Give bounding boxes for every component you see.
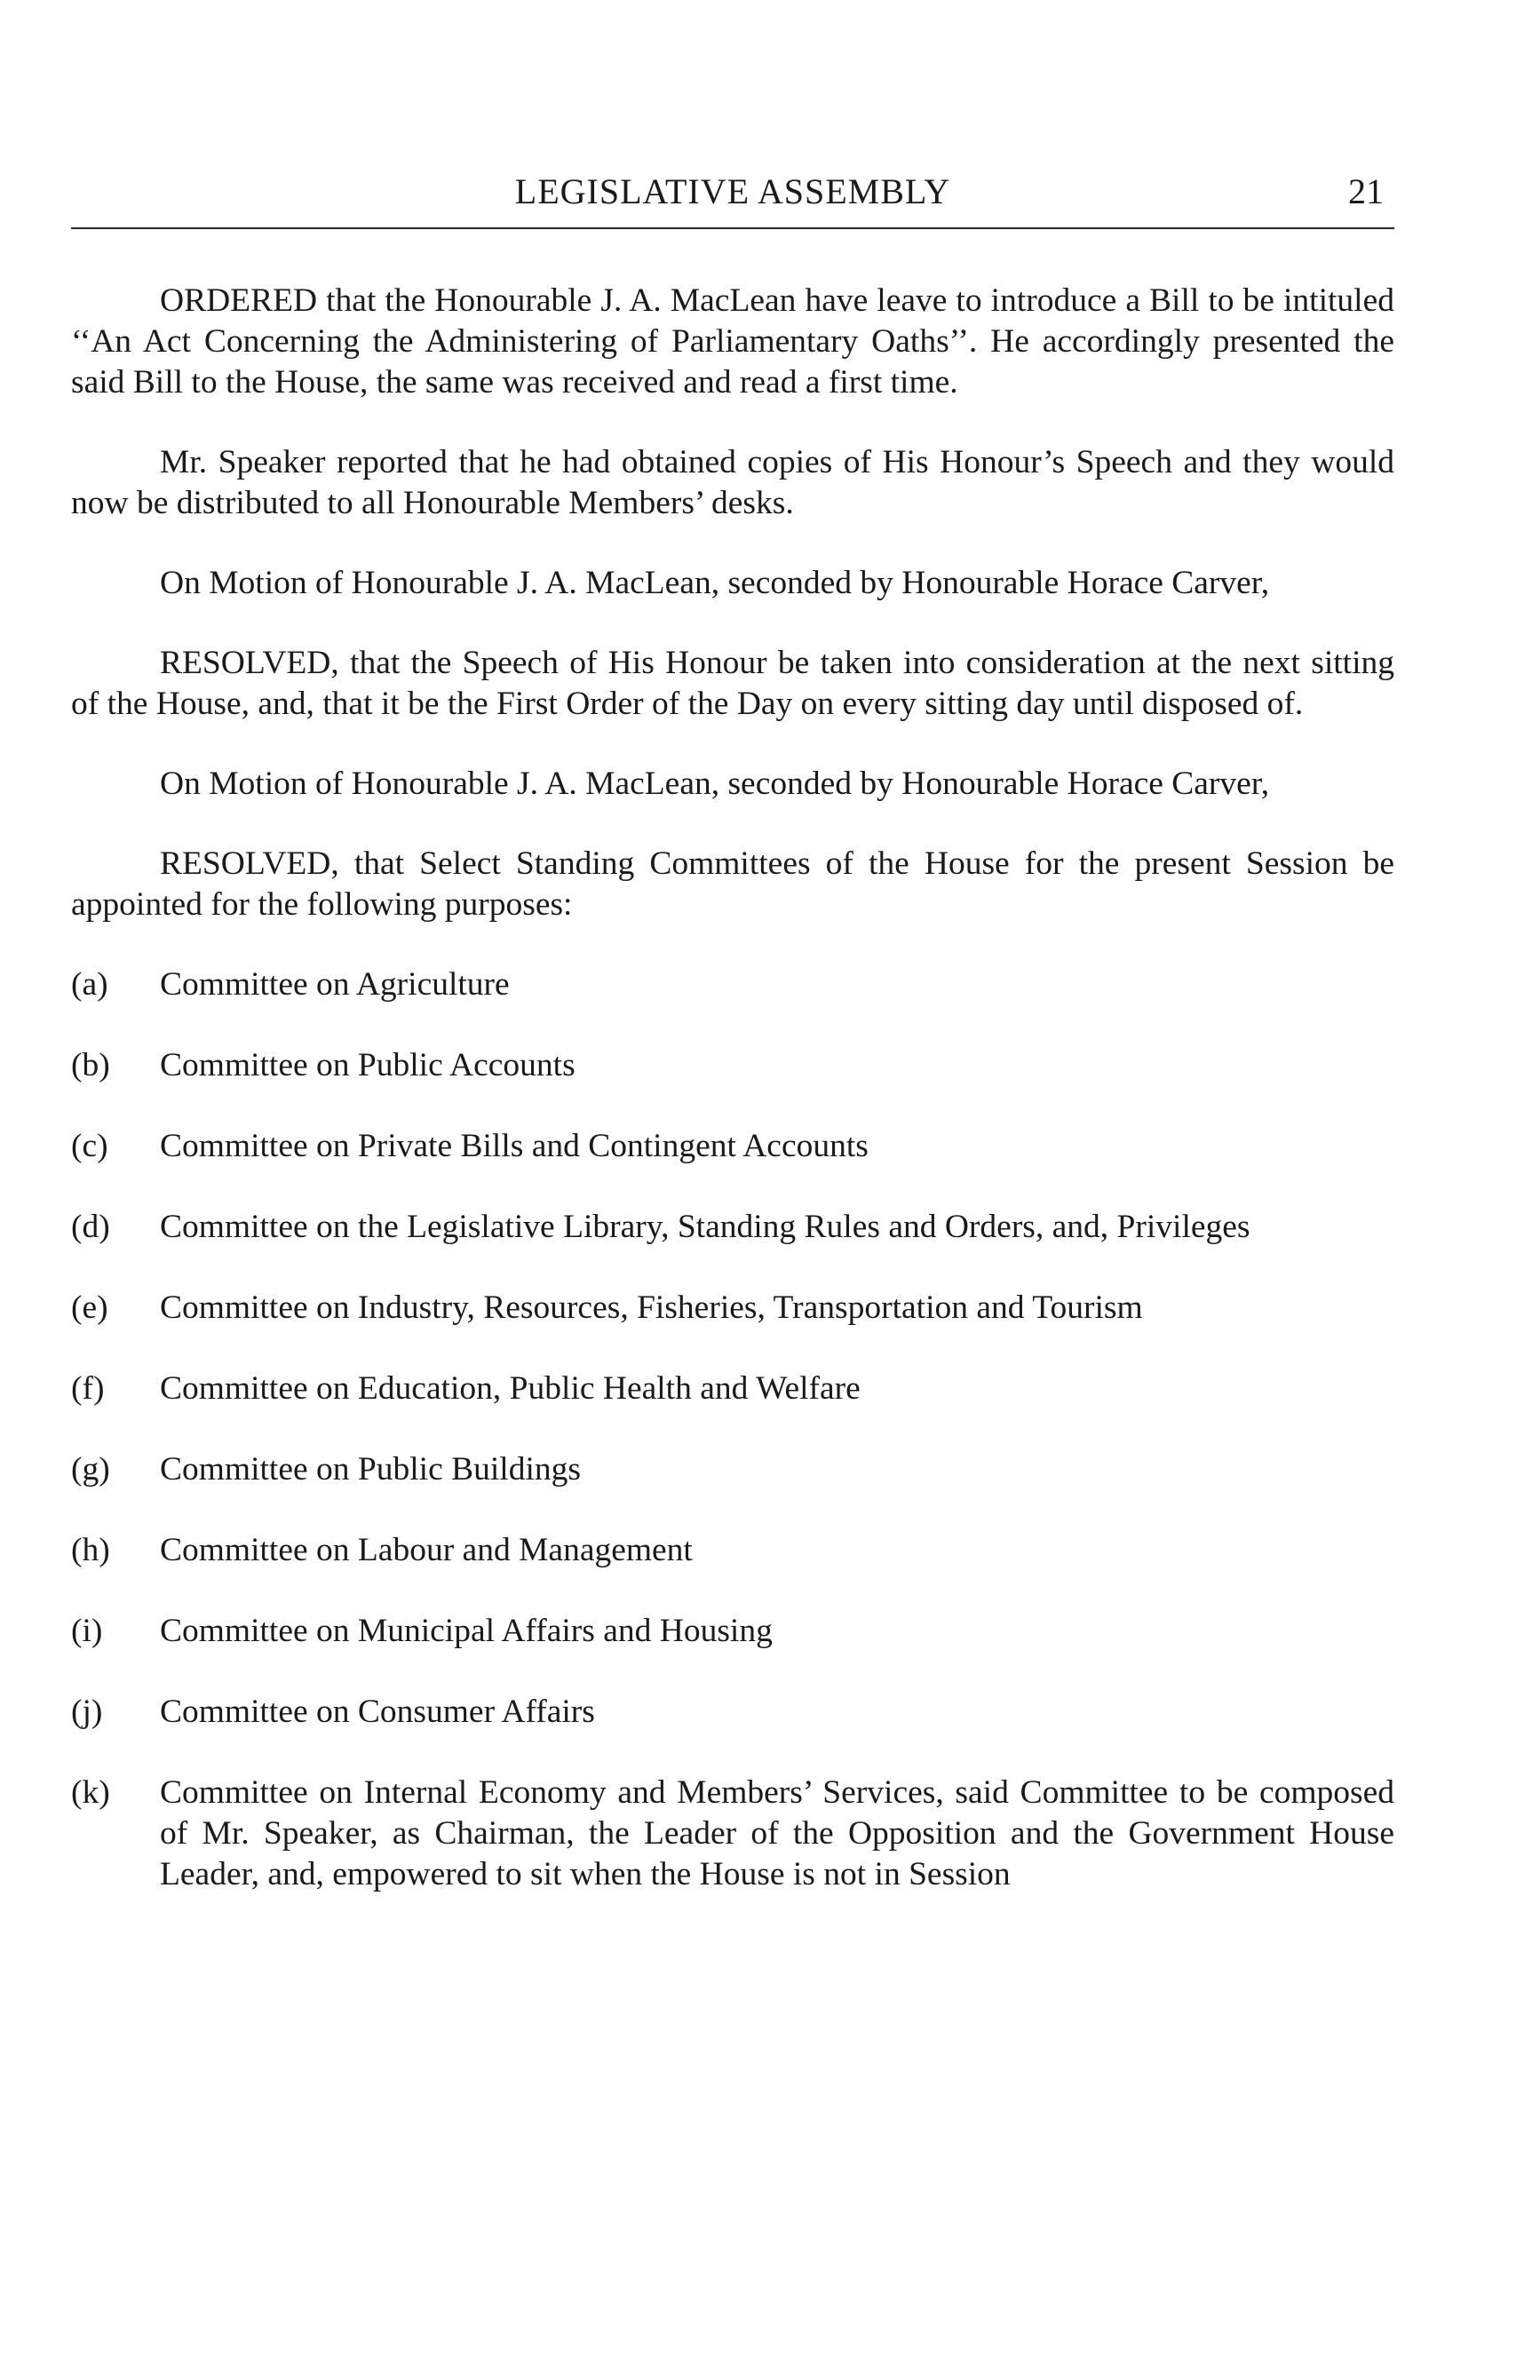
item-marker: (f) <box>71 1370 105 1407</box>
item-text: Committee on Consumer Affairs <box>160 1694 595 1730</box>
item-text: Committee on Internal Economy and Members’ Services, said Committee to be composed of Mr. Speaker, as Chairman, the Leader of the Opposition and the Government House Leader, and, empowered to sit when the House is not in Session <box>160 1774 1394 1892</box>
item-marker: (h) <box>71 1532 110 1568</box>
document-body <box>71 281 1394 1935</box>
committee-item <box>71 1773 1394 1895</box>
committee-item <box>71 1692 1394 1733</box>
committee-item <box>71 1611 1394 1652</box>
item-marker: (d) <box>71 1209 110 1245</box>
paragraph-speaker-report: Mr. Speaker reported that he had obtained copies of His Honour’s Speech and they would now be distributed to all Honourable Members’ desks. <box>71 444 1394 521</box>
running-title: LEGISLATIVE ASSEMBLY <box>514 171 951 211</box>
paragraph-resolved-speech: RESOLVED, that the Speech of His Honour be taken into consideration at the next sitting of the House, and, that it be the First Order of the Day on every sitting day until disposed of. <box>71 645 1394 722</box>
item-text: Committee on Agriculture <box>160 966 510 1003</box>
document-page <box>71 0 1394 2380</box>
item-text: Committee on the Legislative Library, Standing Rules and Orders, and, Privileges <box>160 1209 1250 1245</box>
paragraph-ordered-bill: ORDERED that the Honourable J. A. MacLean have leave to introduce a Bill to be intituled ‘‘An Act Concerning the Administering of Parliamentary Oaths’’. He accordingly presented the said Bill to the House, the same was received and read a first time. <box>71 282 1394 401</box>
committee-item <box>71 1530 1394 1571</box>
item-text: Committee on Industry, Resources, Fisheries, Transportation and Tourism <box>160 1289 1143 1326</box>
item-text: Committee on Municipal Affairs and Housing <box>160 1613 773 1649</box>
item-text: Committee on Private Bills and Contingent Accounts <box>160 1128 869 1164</box>
page-header <box>71 167 1394 224</box>
committee-item <box>71 1449 1394 1490</box>
committee-list <box>71 964 1394 1895</box>
page-number: 21 <box>1348 171 1384 211</box>
item-marker: (c) <box>71 1128 108 1164</box>
paragraph-resolved-committees: RESOLVED, that Select Standing Committees of the House for the present Session be appointed for the following purposes: <box>71 845 1394 923</box>
committee-item <box>71 1045 1394 1086</box>
item-text: Committee on Education, Public Health and Welfare <box>160 1370 861 1407</box>
paragraph-motion-2: On Motion of Honourable J. A. MacLean, seconded by Honourable Horace Carver, <box>160 766 1270 802</box>
item-marker: (b) <box>71 1047 110 1083</box>
committee-item <box>71 1126 1394 1167</box>
committee-item <box>71 1368 1394 1409</box>
item-marker: (g) <box>71 1451 110 1488</box>
item-marker: (a) <box>71 966 108 1003</box>
item-marker: (i) <box>71 1613 103 1649</box>
item-marker: (e) <box>71 1289 108 1326</box>
paragraph-motion-1: On Motion of Honourable J. A. MacLean, seconded by Honourable Horace Carver, <box>160 565 1270 601</box>
committee-item <box>71 964 1394 1005</box>
item-marker: (k) <box>71 1774 110 1811</box>
committee-item <box>71 1288 1394 1329</box>
header-rule <box>71 227 1394 229</box>
item-marker: (j) <box>71 1694 103 1730</box>
committee-item <box>71 1207 1394 1248</box>
item-text: Committee on Public Accounts <box>160 1047 576 1083</box>
item-text: Committee on Labour and Management <box>160 1532 693 1568</box>
item-text: Committee on Public Buildings <box>160 1451 581 1488</box>
